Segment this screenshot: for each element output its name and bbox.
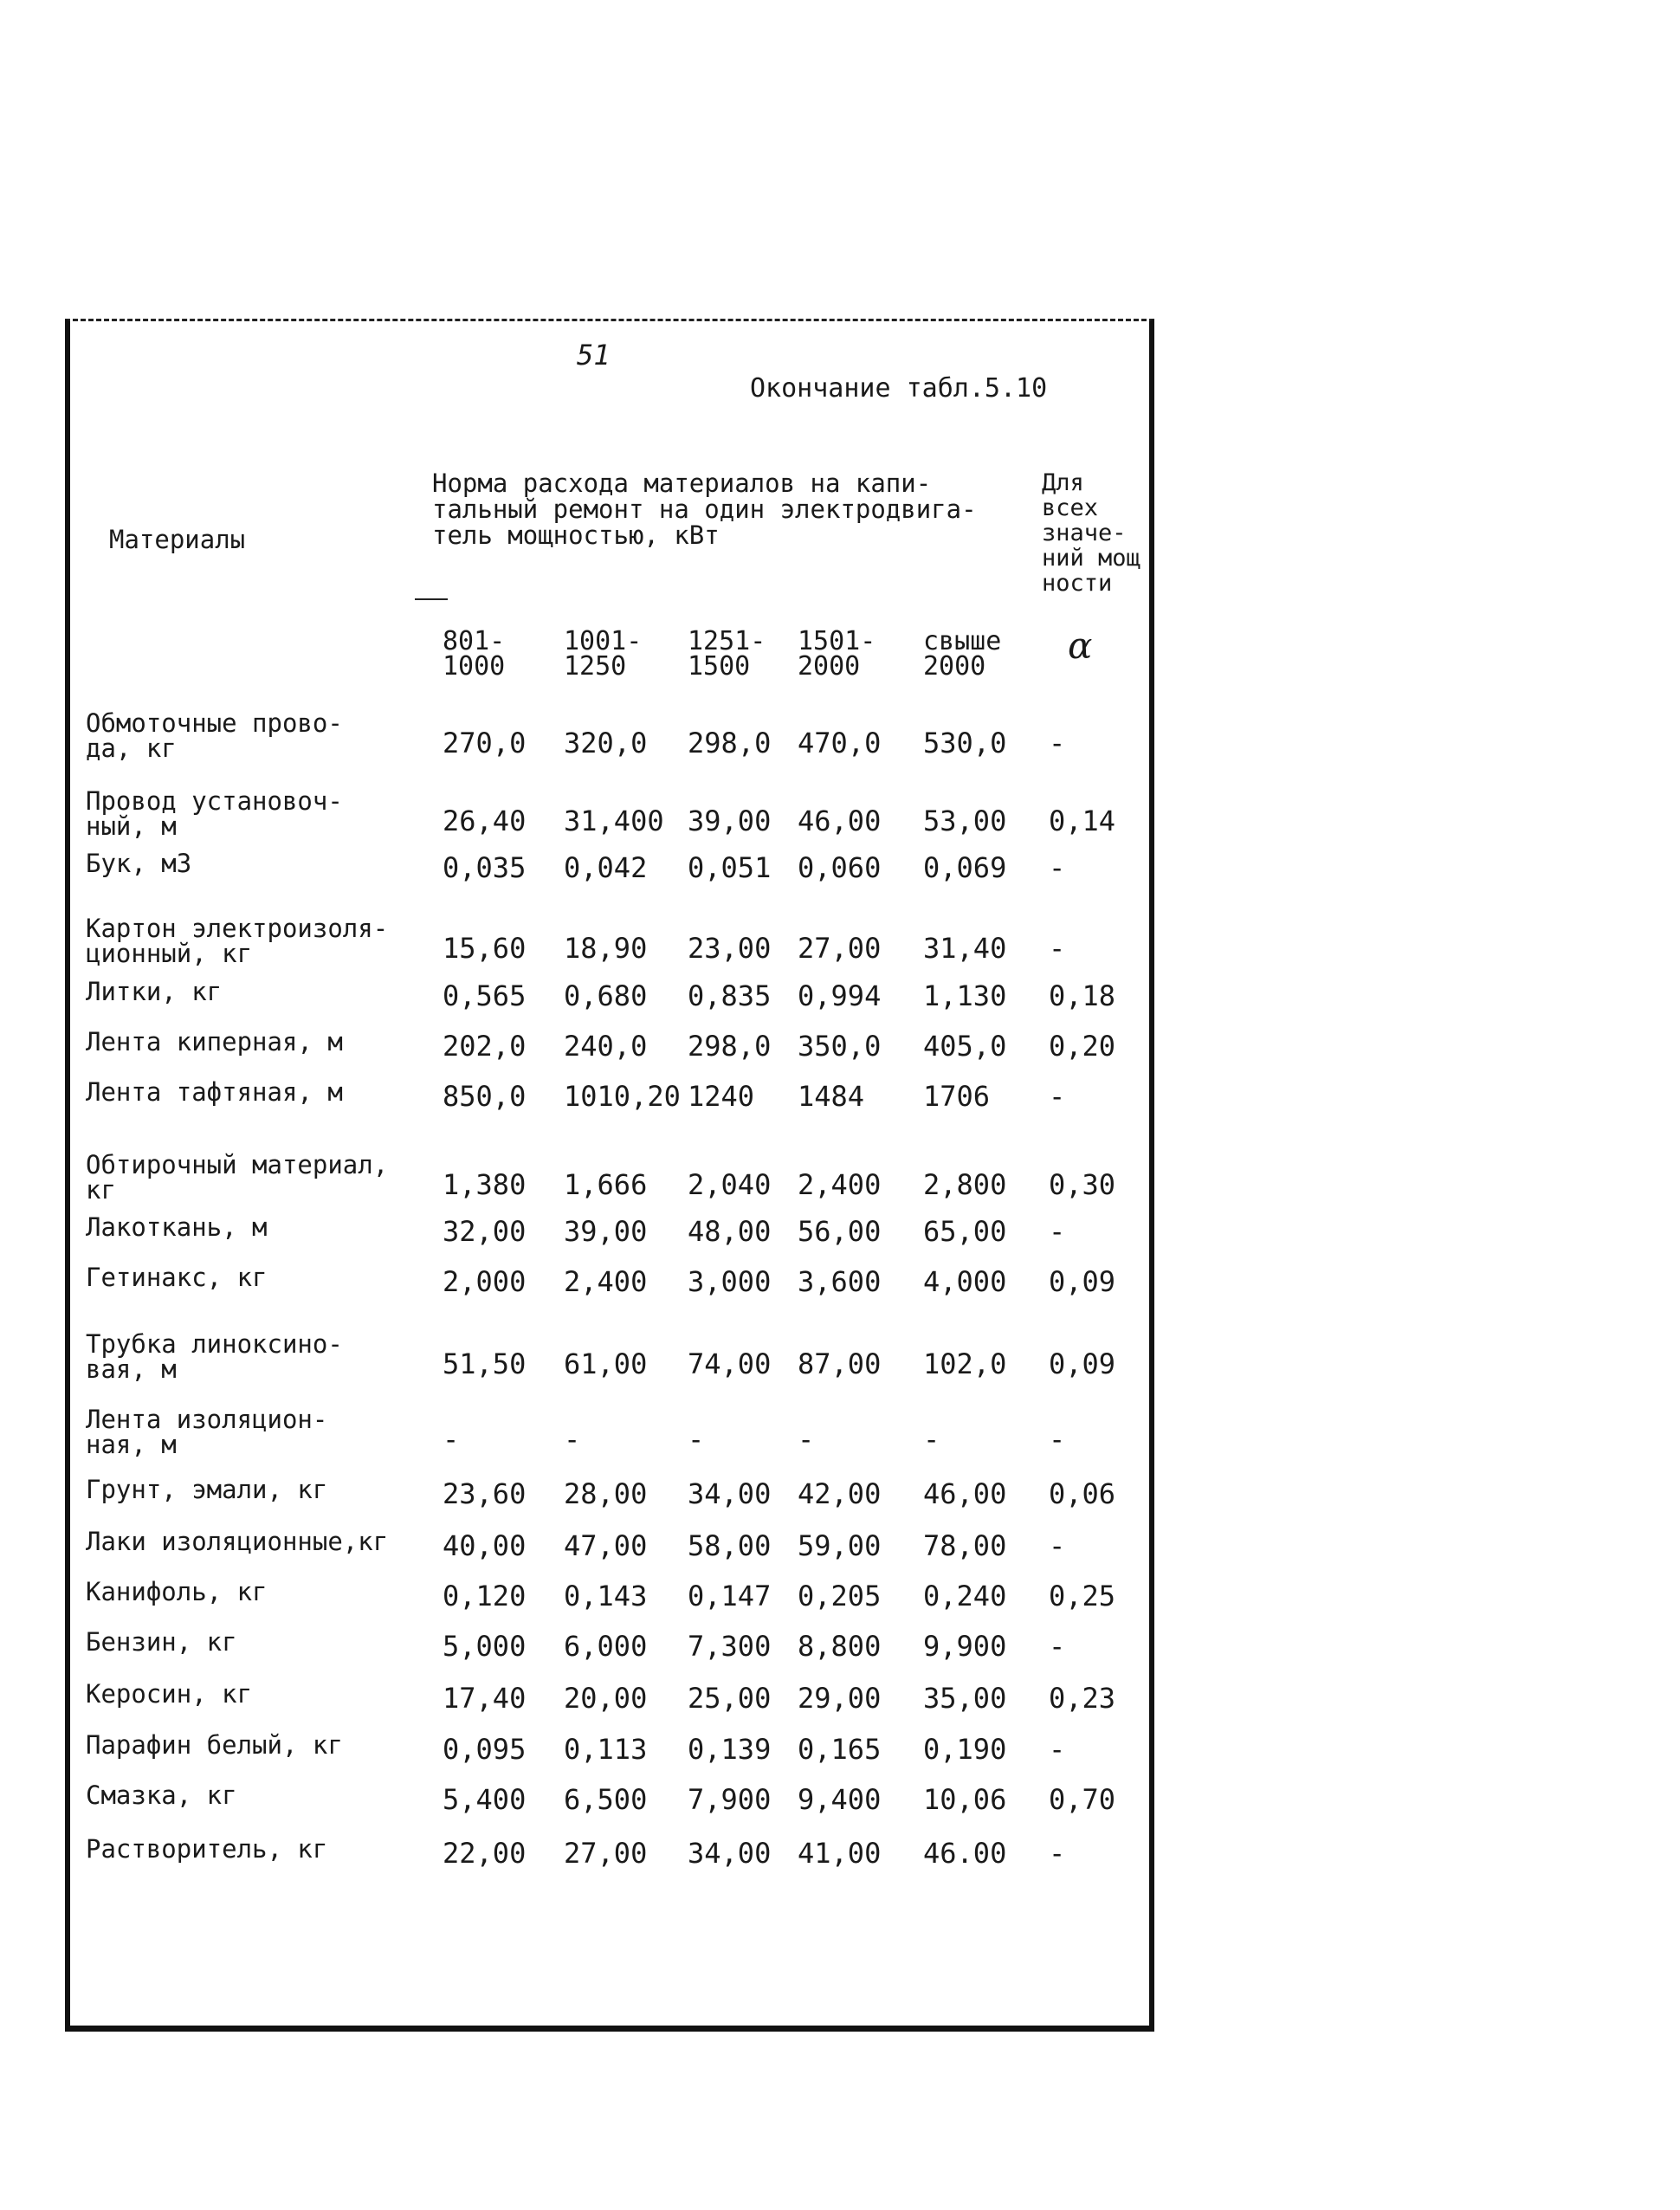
column-header: 1001- 1250 (564, 626, 643, 682)
material-name: Провод установоч- ный, м (86, 786, 343, 841)
table-cell: 32,00 (443, 1215, 527, 1248)
table-cell: 0,095 (443, 1733, 527, 1766)
table-cell: - (1049, 932, 1066, 965)
table-cell: 530,0 (923, 727, 1007, 759)
column-header: свыше 2000 (923, 626, 1002, 682)
material-name: Грунт, эмали, кг (86, 1475, 328, 1504)
table-sheet (65, 319, 1154, 2032)
table-cell: 1,380 (443, 1168, 527, 1201)
material-name: Литки, кг (86, 977, 223, 1006)
table-cell: 0,240 (923, 1580, 1007, 1612)
material-name: Парафин белый, кг (86, 1730, 343, 1760)
table-cell: 61,00 (564, 1347, 648, 1380)
table-cell: 0,120 (443, 1580, 527, 1612)
table-cell: 18,90 (564, 932, 648, 965)
table-cell: 17,40 (443, 1682, 527, 1715)
table-cell: 6,000 (564, 1630, 648, 1663)
table-cell: 23,60 (443, 1477, 527, 1510)
table-cell: 29,00 (798, 1682, 882, 1715)
table-cell: 58,00 (688, 1529, 772, 1562)
table-cell: 270,0 (443, 727, 527, 759)
table-cell: 27,00 (798, 932, 882, 965)
table-cell: - (923, 1423, 940, 1456)
material-name: Лента киперная, м (86, 1027, 343, 1057)
material-name: Смазка, кг (86, 1780, 237, 1810)
table-cell: 31,400 (564, 805, 664, 837)
table-cell: 2,400 (798, 1168, 882, 1201)
material-name: Бензин, кг (86, 1627, 237, 1657)
table-cell: 46,00 (923, 1477, 1007, 1510)
table-cell: 4,000 (923, 1265, 1007, 1298)
table-cell: 0,09 (1049, 1265, 1116, 1298)
table-cell: 0,205 (798, 1580, 882, 1612)
table-cell: 8,800 (798, 1630, 882, 1663)
material-name: Трубка линоксино- вая, м (86, 1329, 343, 1384)
table-cell: 3,000 (688, 1265, 772, 1298)
table-cell: 0,565 (443, 979, 527, 1012)
table-cell: 9,900 (923, 1630, 1007, 1663)
table-cell: 0,113 (564, 1733, 648, 1766)
table-cell: 46.00 (923, 1837, 1007, 1870)
material-name: Канифоль, кг (86, 1577, 268, 1606)
table-cell: 39,00 (688, 805, 772, 837)
table-cell: 5,400 (443, 1783, 527, 1816)
table-cell: 34,00 (688, 1837, 772, 1870)
table-cell: 48,00 (688, 1215, 772, 1248)
table-cell: 202,0 (443, 1030, 527, 1063)
table-cell: 405,0 (923, 1030, 1007, 1063)
table-cell: 65,00 (923, 1215, 1007, 1248)
table-cell: - (564, 1423, 581, 1456)
table-cell: 0,680 (564, 979, 648, 1012)
table-cell: 53,00 (923, 805, 1007, 837)
table-cell: 850,0 (443, 1080, 527, 1113)
column-header: 801- 1000 (443, 626, 506, 682)
table-cell: - (443, 1423, 460, 1456)
table-cell: 31,40 (923, 932, 1007, 965)
table-cell: 0,139 (688, 1733, 772, 1766)
table-cell: - (1049, 1630, 1066, 1663)
table-cell: 0,035 (443, 851, 527, 884)
table-cell: 47,00 (564, 1529, 648, 1562)
material-name: Лента изоляцион- ная, м (86, 1405, 328, 1459)
table-cell: 41,00 (798, 1837, 882, 1870)
table-cell: 87,00 (798, 1347, 882, 1380)
column-header: 1501- 2000 (798, 626, 876, 682)
table-cell: 42,00 (798, 1477, 882, 1510)
table-cell: 15,60 (443, 932, 527, 965)
table-cell: 51,50 (443, 1347, 527, 1380)
table-cell: 0,30 (1049, 1168, 1116, 1201)
table-cell: 0,23 (1049, 1682, 1116, 1715)
table-cell: 56,00 (798, 1215, 882, 1248)
alpha-symbol: α (1068, 624, 1093, 667)
table-cell: 0,143 (564, 1580, 648, 1612)
table-cell: 0,051 (688, 851, 772, 884)
table-cell: 0,060 (798, 851, 882, 884)
table-caption: Окончание табл.5.10 (750, 373, 1048, 404)
table-cell: 0,25 (1049, 1580, 1116, 1612)
table-cell: - (1049, 851, 1066, 884)
table-cell: 74,00 (688, 1347, 772, 1380)
table-cell: 6,500 (564, 1783, 648, 1816)
table-cell: 1484 (798, 1080, 865, 1113)
table-cell: 0,165 (798, 1733, 882, 1766)
table-cell: 7,300 (688, 1630, 772, 1663)
table-cell: 23,00 (688, 932, 772, 965)
table-cell: 3,600 (798, 1265, 882, 1298)
table-cell: 34,00 (688, 1477, 772, 1510)
page-number: 51 (577, 339, 611, 372)
table-cell: 0,20 (1049, 1030, 1116, 1063)
table-cell: 25,00 (688, 1682, 772, 1715)
material-name: Лакоткань, м (86, 1212, 268, 1242)
table-cell: 1010,20 (564, 1080, 681, 1113)
table-cell: 0,147 (688, 1580, 772, 1612)
table-cell: 26,40 (443, 805, 527, 837)
table-cell: - (1049, 1837, 1066, 1870)
table-cell: 0,06 (1049, 1477, 1116, 1510)
table-cell: 0,190 (923, 1733, 1007, 1766)
table-cell: 78,00 (923, 1529, 1007, 1562)
table-cell: 27,00 (564, 1837, 648, 1870)
table-cell: 102,0 (923, 1347, 1007, 1380)
table-cell: 7,900 (688, 1783, 772, 1816)
table-cell: 240,0 (564, 1030, 648, 1063)
table-cell: 1,130 (923, 979, 1007, 1012)
table-cell: 0,042 (564, 851, 648, 884)
header-divider (415, 598, 448, 600)
table-cell: - (1049, 727, 1066, 759)
table-cell: 0,09 (1049, 1347, 1116, 1380)
table-cell: - (1049, 1529, 1066, 1562)
table-cell: 0,18 (1049, 979, 1116, 1012)
table-cell: 0,835 (688, 979, 772, 1012)
table-cell: 40,00 (443, 1529, 527, 1562)
table-cell: 0,994 (798, 979, 882, 1012)
table-cell: 35,00 (923, 1682, 1007, 1715)
table-cell: 59,00 (798, 1529, 882, 1562)
table-cell: 10,06 (923, 1783, 1007, 1816)
material-name: Растворитель, кг (86, 1834, 328, 1864)
table-cell: - (688, 1423, 705, 1456)
material-name: Гетинакс, кг (86, 1263, 268, 1292)
table-cell: 2,400 (564, 1265, 648, 1298)
column-header: 1251- 1500 (688, 626, 766, 682)
table-cell: 39,00 (564, 1215, 648, 1248)
table-cell: 0,70 (1049, 1783, 1116, 1816)
table-cell: 470,0 (798, 727, 882, 759)
table-cell: - (1049, 1733, 1066, 1766)
table-cell: 298,0 (688, 1030, 772, 1063)
table-cell: 2,000 (443, 1265, 527, 1298)
material-name: Лаки изоляционные,кг (86, 1527, 389, 1556)
header-all-values: Для всех значе- ний мощ ности (1042, 469, 1140, 597)
table-cell: 2,040 (688, 1168, 772, 1201)
table-cell: 1,666 (564, 1168, 648, 1201)
table-cell: 0,069 (923, 851, 1007, 884)
table-cell: - (1049, 1215, 1066, 1248)
material-name: Лента тафтяная, м (86, 1077, 343, 1107)
table-cell: 28,00 (564, 1477, 648, 1510)
table-cell: 350,0 (798, 1030, 882, 1063)
table-cell: 20,00 (564, 1682, 648, 1715)
material-name: Обтирочный материал, кг (86, 1150, 389, 1205)
table-cell: 2,800 (923, 1168, 1007, 1201)
table-cell: 320,0 (564, 727, 648, 759)
table-cell: 1240 (688, 1080, 755, 1113)
material-name: Картон электроизоля- ционный, кг (86, 914, 389, 968)
table-cell: - (798, 1423, 815, 1456)
table-cell: 298,0 (688, 727, 772, 759)
material-name: Бук, м3 (86, 849, 192, 878)
table-cell: 1706 (923, 1080, 991, 1113)
header-materials: Материалы (109, 525, 246, 554)
table-cell: 0,14 (1049, 805, 1116, 837)
table-cell: 5,000 (443, 1630, 527, 1663)
header-norm: Норма расхода материалов на капи- тальный ремонт на один электродвига- тель мощностью, кВт (432, 468, 977, 550)
table-cell: - (1049, 1423, 1066, 1456)
table-cell: 22,00 (443, 1837, 527, 1870)
table-cell: 9,400 (798, 1783, 882, 1816)
material-name: Керосин, кг (86, 1679, 253, 1709)
table-cell: 46,00 (798, 805, 882, 837)
table-cell: - (1049, 1080, 1066, 1113)
material-name: Обмоточные прово- да, кг (86, 708, 343, 763)
